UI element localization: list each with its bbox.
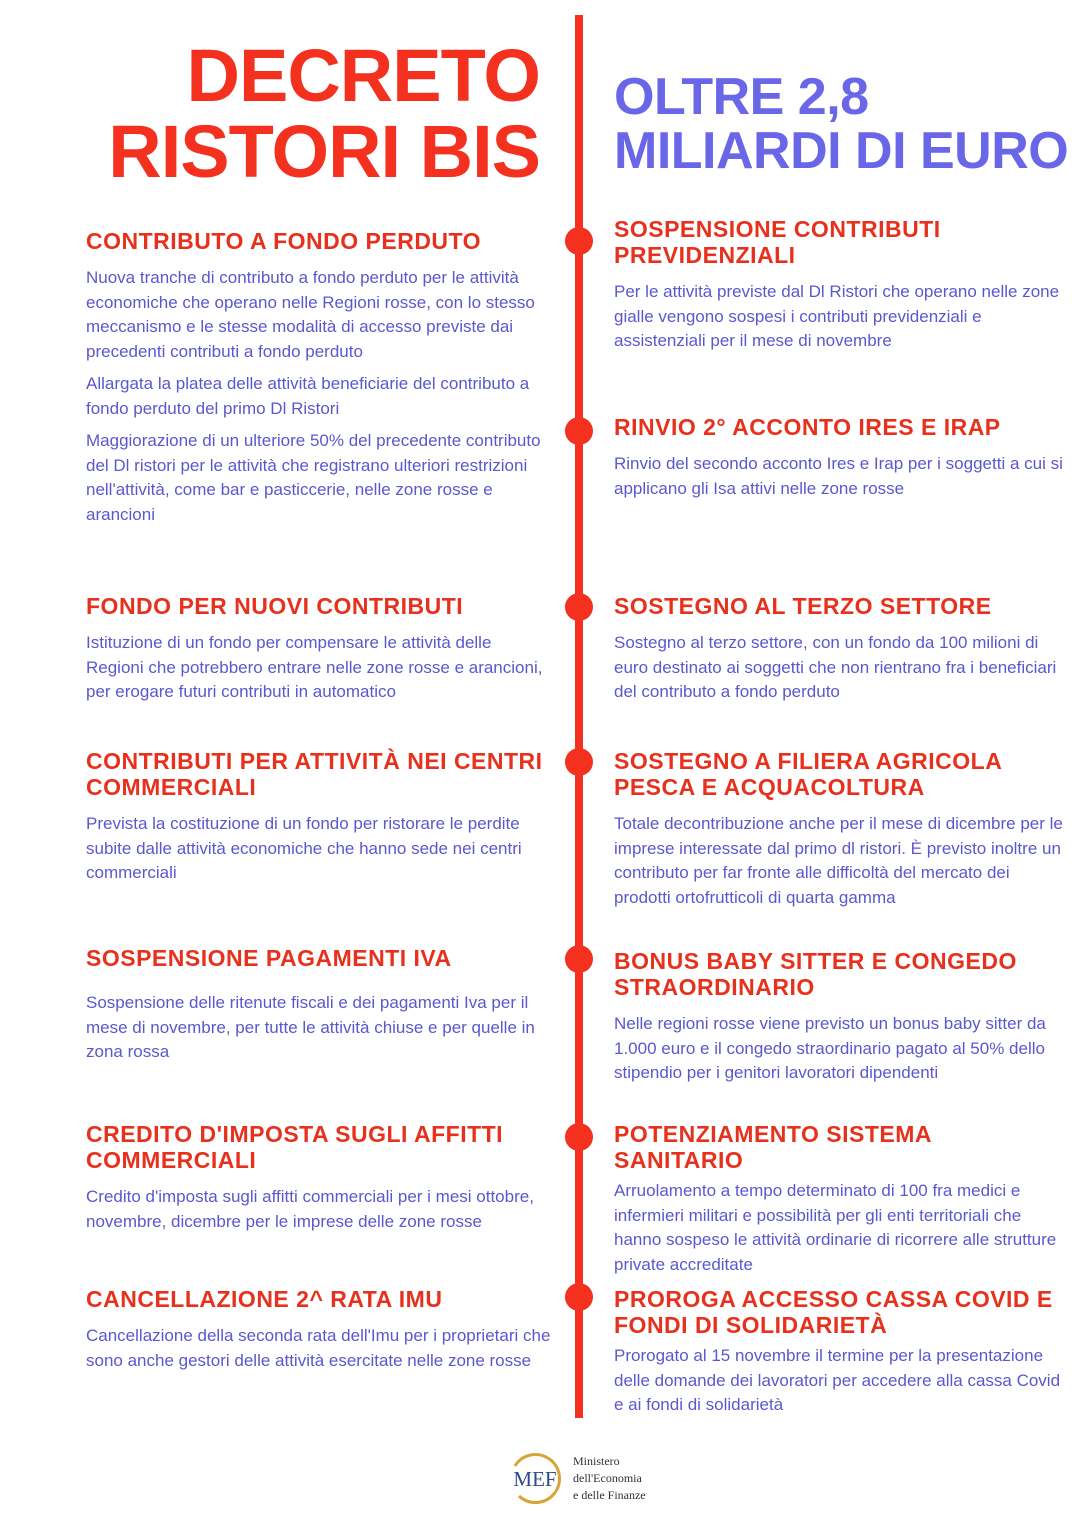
section-paragraph: Prevista la costituzione di un fondo per ristorare le perdite subite dalle attività economiche che hanno sede nei centri commerciali: [86, 814, 522, 882]
mef-logo-icon: [505, 1448, 565, 1508]
timeline-dot: [565, 1123, 593, 1151]
section-heading: SOSPENSIONE PAGAMENTI IVA: [86, 945, 452, 971]
timeline-dot: [565, 417, 593, 445]
section-paragraph: Sostegno al terzo settore, con un fondo da 100 milioni di euro destinato ai soggetti che non rientrano fra i beneficiari del contributo a fondo perduto: [614, 633, 1057, 701]
section-heading: SOSPENSIONE CONTRIBUTI PREVIDENZIALI: [614, 216, 941, 268]
section-body: [614, 1179, 1064, 1277]
section-heading: CONTRIBUTI PER ATTIVITÀ NEI CENTRI COMMERCIALI: [86, 748, 543, 800]
section-filiera-agricola: [614, 748, 1064, 918]
section-bonus-baby-sitter: [614, 948, 1064, 1094]
mef-logo-text: MEF: [513, 1467, 557, 1491]
section-heading: SOSTEGNO AL TERZO SETTORE: [614, 593, 992, 619]
section-cassa-covid: [614, 1286, 1064, 1426]
timeline-dot: [565, 748, 593, 776]
section-paragraph: Nuova tranche di contributo a fondo perduto per le attività economiche che operano nelle Regioni rosse, con lo stesso meccanismo e le stesse modalità di accesso previste dai precedenti contributi a fondo perduto: [86, 268, 535, 361]
section-body: [86, 991, 551, 1065]
section-paragraph: Nelle regioni rosse viene previsto un bonus baby sitter da 1.000 euro e il congedo straordinario pagato al 50% dello stipendio per i genitori lavoratori dipendenti: [614, 1014, 1046, 1082]
page-subtitle: [614, 70, 1074, 178]
section-body: [86, 1324, 551, 1373]
ministry-line-1: Ministero: [573, 1453, 620, 1468]
title-line-1: DECRETO: [186, 34, 540, 117]
section-paragraph: Allargata la platea delle attività beneficiarie del contributo a fondo perduto del primo Dl Ristori: [86, 374, 530, 418]
section-paragraph: Prorogato al 15 novembre il termine per la presentazione delle domande dei lavoratori per accedere alla cassa Covid e ai fondi di solidarietà: [614, 1346, 1061, 1414]
section-heading: BONUS BABY SITTER E CONGEDO STRAORDINARIO: [614, 948, 1017, 1000]
page-title: [70, 34, 540, 193]
section-centri-commerciali: [86, 748, 551, 894]
section-credito-affitti: [86, 1121, 551, 1242]
section-body: [86, 812, 551, 886]
mef-logo-graphic: [505, 1448, 565, 1508]
section-body: [614, 452, 1064, 501]
subtitle-line-2: MILIARDI DI EURO: [614, 122, 1069, 180]
section-body: [86, 266, 551, 527]
section-sospensione-contributi: [614, 216, 1064, 362]
section-body: [86, 1185, 551, 1234]
ministry-line-2: dell'Economia: [573, 1470, 642, 1485]
section-heading: SOSTEGNO A FILIERA AGRICOLA PESCA E ACQUACOLTURA: [614, 748, 1002, 800]
timeline-dot: [565, 1283, 593, 1311]
section-sospensione-iva: [86, 945, 551, 1073]
footer: [505, 1448, 646, 1508]
section-terzo-settore: [614, 593, 1064, 713]
subtitle-line-1: OLTRE 2,8: [614, 68, 869, 126]
timeline-dot: [565, 227, 593, 255]
section-heading: PROROGA ACCESSO CASSA COVID E FONDI DI SOLIDARIETÀ: [614, 1286, 1053, 1338]
section-heading: POTENZIAMENTO SISTEMA SANITARIO: [614, 1121, 932, 1173]
ministry-name: [573, 1453, 646, 1504]
timeline-dot: [565, 593, 593, 621]
section-contributo-fondo-perduto: [86, 228, 551, 535]
section-heading: CANCELLAZIONE 2^ RATA IMU: [86, 1286, 443, 1312]
section-paragraph: Cancellazione della seconda rata dell'Imu per i proprietari che sono anche gestori delle attività esercitate nelle zone rosse: [86, 1326, 551, 1370]
section-rinvio-acconto: [614, 414, 1064, 509]
section-body: [614, 812, 1064, 910]
section-body: [86, 631, 551, 705]
section-body: [614, 1344, 1064, 1418]
section-cancellazione-imu: [86, 1286, 551, 1381]
section-paragraph: Totale decontribuzione anche per il mese di dicembre per le imprese interessate dal primo dl ristori. È previsto inoltre un contributo per far fronte alle difficoltà del mercato dei prodotti ortofrutticoli di quarta gamma: [614, 814, 1063, 907]
section-fondo-nuovi-contributi: [86, 593, 551, 713]
section-paragraph: Maggiorazione di un ulteriore 50% del precedente contributo del Dl ristori per le attività che registrano ulteriori restrizioni nell'attività, come bar e pasticcerie, nelle zone rosse e arancioni: [86, 431, 541, 524]
timeline-line: [575, 15, 583, 1418]
section-body: [614, 280, 1064, 354]
section-paragraph: Arruolamento a tempo determinato di 100 fra medici e infermieri militari e possibilità per gli enti territoriali che hanno sospeso le attività ordinarie di ricorrere alle strutture private accreditate: [614, 1181, 1057, 1274]
title-line-2: RISTORI BIS: [108, 110, 540, 193]
timeline-dot: [565, 945, 593, 973]
section-paragraph: Sospensione delle ritenute fiscali e dei pagamenti Iva per il mese di novembre, per tutte le attività chiuse e per quelle in zona rossa: [86, 993, 535, 1061]
section-sistema-sanitario: [614, 1121, 1064, 1285]
section-heading: FONDO PER NUOVI CONTRIBUTI: [86, 593, 464, 619]
section-heading: CONTRIBUTO A FONDO PERDUTO: [86, 228, 482, 254]
section-heading: CREDITO D'IMPOSTA SUGLI AFFITTI COMMERCIALI: [86, 1121, 504, 1173]
section-body: [614, 1012, 1064, 1086]
section-paragraph: Per le attività previste dal Dl Ristori che operano nelle zone gialle vengono sospesi i contributi previdenziali e assistenziali per il mese di novembre: [614, 282, 1060, 350]
ministry-line-3: e delle Finanze: [573, 1487, 646, 1502]
section-heading: RINVIO 2° ACCONTO IRES E IRAP: [614, 414, 1001, 440]
section-body: [614, 631, 1064, 705]
section-paragraph: Istituzione di un fondo per compensare le attività delle Regioni che potrebbero entrare nelle zone rosse e arancioni, per erogare futuri contributi in automatico: [86, 633, 543, 701]
section-paragraph: Credito d'imposta sugli affitti commerciali per i mesi ottobre, novembre, dicembre per le imprese delle zone rosse: [86, 1187, 534, 1231]
section-paragraph: Rinvio del secondo acconto Ires e Irap per i soggetti a cui si applicano gli Isa attivi nelle zone rosse: [614, 454, 1063, 498]
